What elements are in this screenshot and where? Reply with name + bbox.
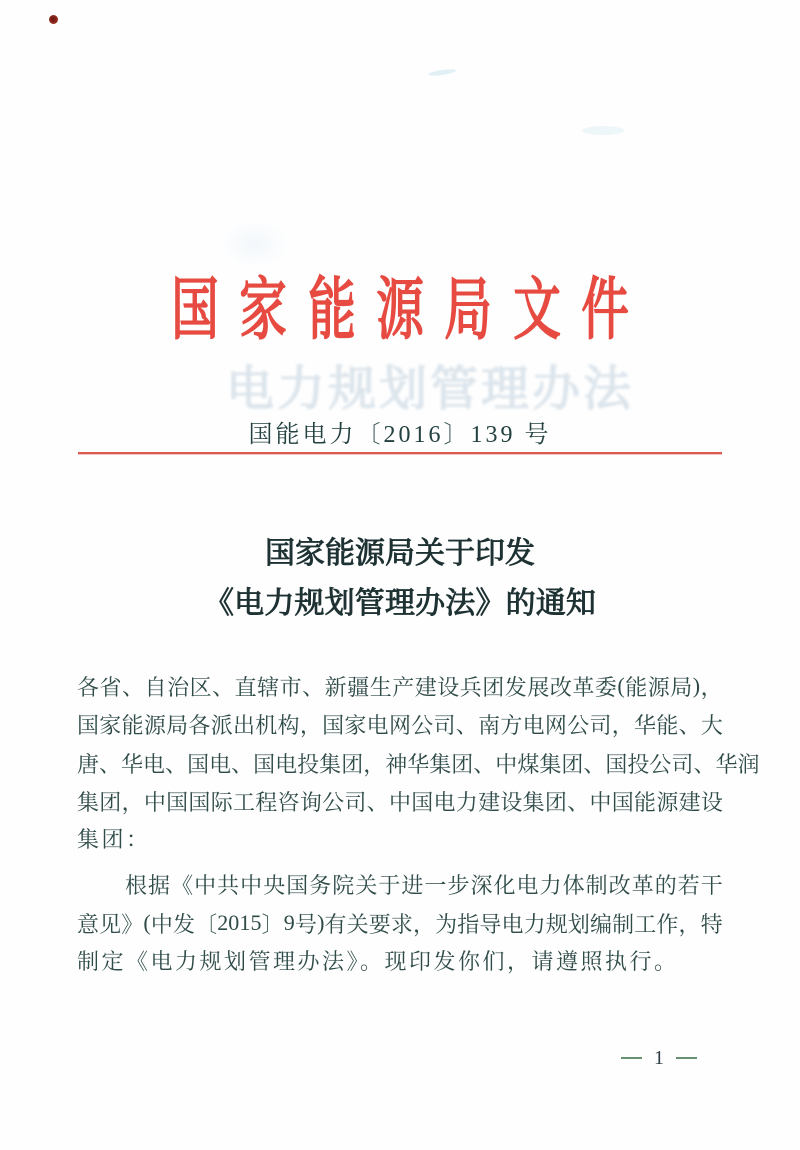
page-number [621, 1048, 697, 1068]
document-number: 国能电力〔2016〕139 号 [248, 422, 552, 448]
scan-speck [428, 68, 456, 77]
body-line: 国 家 能 源 局 各 派 出 机 构 ， 国 家 电 网 公 司 、 南 方 电 网 公 司 ， 华 能 、 大 [77, 713, 723, 739]
red-separator-rule [78, 452, 722, 454]
page-number-value: 1 [654, 1046, 664, 1069]
subject-title-line-1: 国 家 能 源 局 关 于 印 发 [265, 537, 535, 570]
body-line: 制定《电力规划管理办法》。现印发你们，请遵照执行。 [77, 948, 679, 974]
page-number-dash [676, 1057, 697, 1059]
body-line: 集团： [77, 827, 151, 852]
body-line: 意 见 》 ( 中 发 〔 2 0 1 5 〕 9 号 ) 有 关 要 求 ， 为 指 导 电 力 规 划 编 制 工 作 ， 特 [77, 910, 723, 937]
agency-header-title: 国 家 能 源 局 文 件 [171, 271, 629, 348]
red-dot-artifact [49, 15, 58, 24]
body-line: 唐 、 华 电 、 国 电 、 国 电 投 集 团 ， 神 华 集 团 、 中 煤 集 团 、 国 投 公 司 、 华 润 [77, 751, 760, 777]
subject-title-line-2: 《 电 力 规 划 管 理 办 法 》 的 通 知 [204, 587, 596, 620]
body-line: 各 省 、 自 治 区 、 直 辖 市 、 新 疆 生 产 建 设 兵 团 发 展 改 革 委 ( 能 源 局 ) ， [77, 673, 723, 700]
notice-paragraph [77, 866, 723, 982]
bleed-through-text: 电力规划管理办法 [226, 363, 635, 416]
body-line: 集 团 ， 中 国 国 际 工 程 咨 询 公 司 、 中 国 电 力 建 设 集 团 、 中 国 能 源 建 设 [77, 790, 723, 816]
scan-speck [582, 126, 624, 135]
body-line: 根 据 《 中 共 中 央 国 务 院 关 于 进 一 步 深 化 电 力 体 制 改 革 的 若 干 [125, 873, 723, 899]
recipients-paragraph [77, 667, 760, 860]
page-number-dash [621, 1057, 642, 1059]
body-text [77, 667, 760, 981]
